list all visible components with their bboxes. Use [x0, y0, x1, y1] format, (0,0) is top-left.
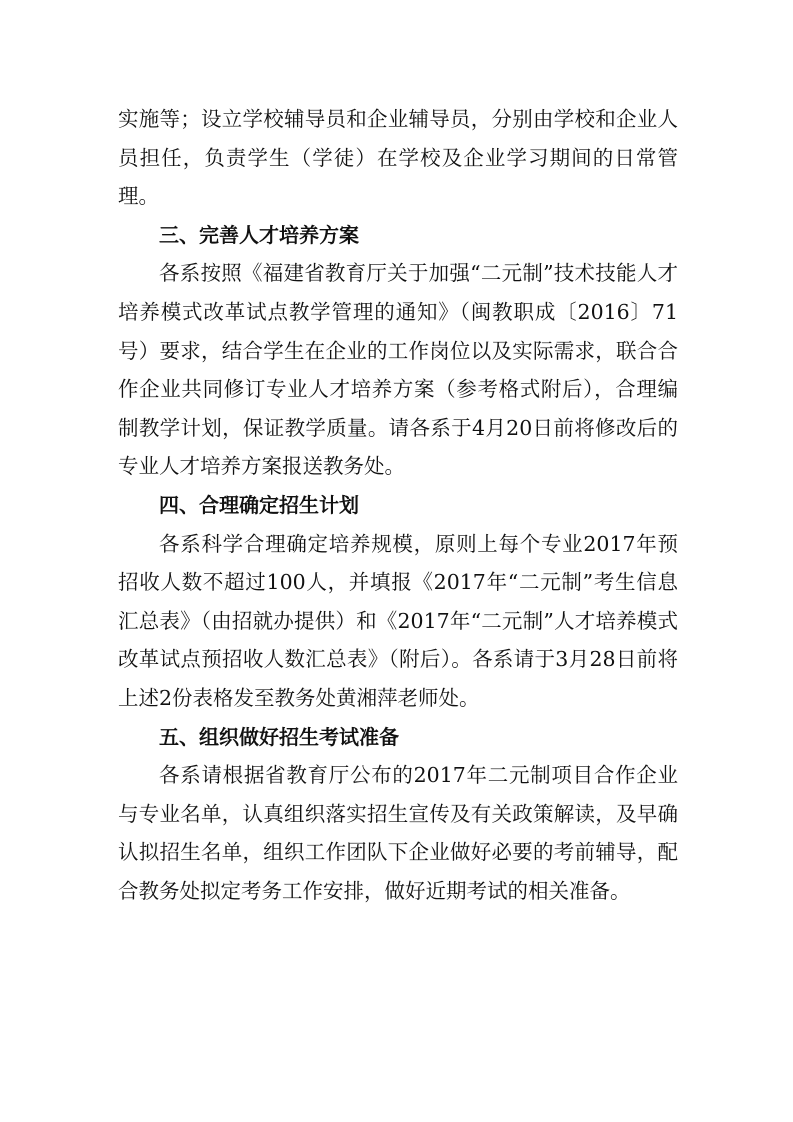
document-body	[118, 100, 678, 910]
paragraph-section-5: 各系请根据省教育厅公布的2017年二元制项目合作企业与专业名单，认真组织落实招生宣传及有关政策解读，及早确认拟招生名单，组织工作团队下企业做好必要的考前辅导，配合教务处拟定考务工作安排，做好近期考试的相关准备。	[118, 763, 678, 903]
paragraph-continuation: 实施等；设立学校辅导员和企业辅导员，分别由学校和企业人员担任，负责学生（学徒）在学校及企业学习期间的日常管理。	[118, 107, 678, 209]
section-heading-4: 四、合理确定招生计划	[159, 492, 359, 517]
section-heading-5: 五、组织做好招生考试准备	[159, 724, 399, 749]
paragraph-section-3: 各系按照《福建省教育厅关于加强“二元制”技术技能人才培养模式改革试点教学管理的通知》（闽教职成〔2016〕71号）要求，结合学生在企业的工作岗位以及实际需求，联合合作企业共同修订专业人才培养方案（参考格式附后），合理编制教学计划，保证教学质量。请各系于4月20日前将修改后的专业人才培养方案报送教务处。	[118, 261, 678, 479]
paragraph-section-4: 各系科学合理确定培养规模，原则上每个专业2017年预招收人数不超过100人，并填报《2017年“二元制”考生信息汇总表》（由招就办提供）和《2017年“二元制”人才培养模式改革试点预招收人数汇总表》（附后）。各系请于3月28日前将上述2份表格发至教务处黄湘萍老师处。	[118, 531, 678, 710]
section-heading-3: 三、完善人才培养方案	[159, 222, 359, 247]
